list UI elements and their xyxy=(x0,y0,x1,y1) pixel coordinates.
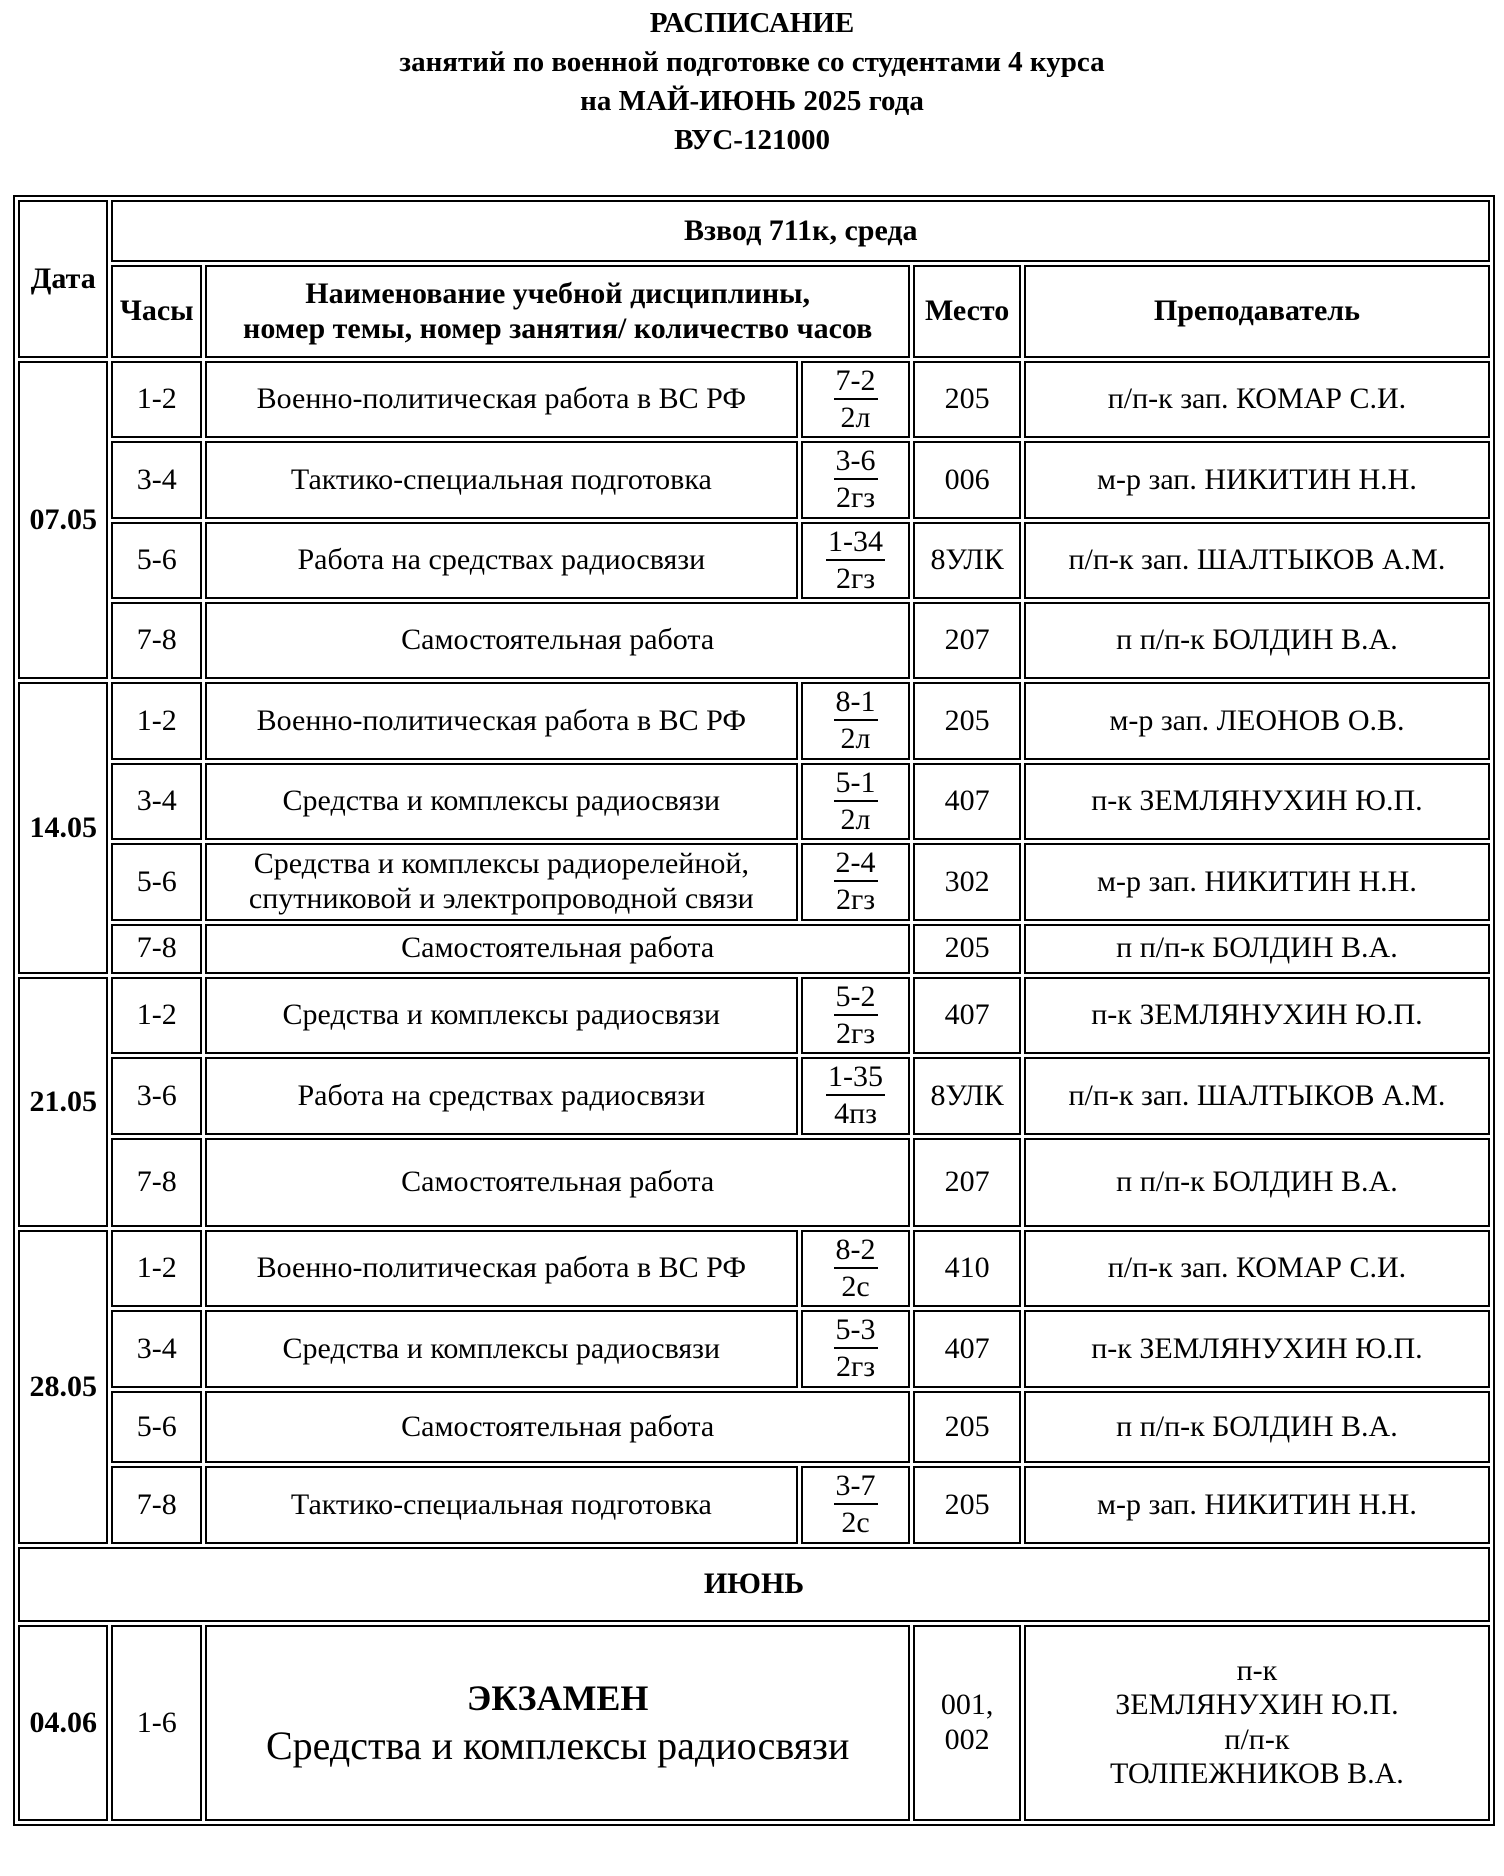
hours-cell: 7-8 xyxy=(111,924,201,974)
discipline-cell: Тактико-специальная подготовка xyxy=(205,1466,798,1543)
month-label: ИЮНЬ xyxy=(18,1547,1490,1622)
discipline-cell: Работа на средствах радиосвязи xyxy=(205,522,798,599)
discipline-line2: спутниковой и электропроводной связи xyxy=(248,881,754,915)
place-cell: 8УЛК xyxy=(913,1057,1020,1134)
topic-hours: 2л xyxy=(840,400,871,434)
exam-title: ЭКЗАМЕН xyxy=(466,1677,649,1718)
table-row xyxy=(18,1466,1490,1543)
place-cell: 207 xyxy=(913,1138,1020,1227)
table-row xyxy=(18,924,1490,974)
doc-code: ВУС-121000 xyxy=(674,124,830,156)
discipline-line1: Средства и комплексы радиорелейной, xyxy=(253,847,749,881)
exam-date: 04.06 xyxy=(18,1625,108,1821)
schedule-table xyxy=(13,195,1495,1826)
place-cell: 8УЛК xyxy=(913,522,1020,599)
topic-cell xyxy=(801,361,911,438)
hours-cell: 3-4 xyxy=(111,441,201,518)
topic-cell xyxy=(801,977,911,1054)
doc-period: на МАЙ-ИЮНЬ 2025 года xyxy=(580,85,924,117)
teacher-cell: п-к ЗЕМЛЯНУХИН Ю.П. xyxy=(1024,1310,1490,1387)
discipline-cell: Военно-политическая работа в ВС РФ xyxy=(205,1230,798,1307)
topic-number: 5-1 xyxy=(834,766,878,802)
discipline-cell: Самостоятельная работа xyxy=(205,1391,910,1463)
exam-teacher-name1: ЗЕМЛЯНУХИН Ю.П. xyxy=(1115,1688,1399,1722)
col-header-discipline xyxy=(205,265,910,357)
date-cell: 14.05 xyxy=(18,682,108,973)
topic-hours: 2гз xyxy=(835,883,876,917)
doc-title: РАСПИСАНИЕ xyxy=(649,7,855,39)
hours-cell: 5-6 xyxy=(111,1391,201,1463)
topic-cell xyxy=(801,1230,911,1307)
topic-number: 3-7 xyxy=(834,1469,878,1505)
topic-hours: 2гз xyxy=(835,481,876,515)
doc-subtitle: занятий по военной подготовке со студентами 4 курса xyxy=(399,46,1105,78)
discipline-cell: Самостоятельная работа xyxy=(205,1138,910,1227)
place-cell: 205 xyxy=(913,682,1020,759)
exam-place-line1: 001, xyxy=(940,1688,994,1722)
group-header: Взвод 711к, среда xyxy=(111,200,1490,262)
teacher-cell: м-р зап. НИКИТИН Н.Н. xyxy=(1024,441,1490,518)
table-row xyxy=(18,1310,1490,1387)
topic-cell xyxy=(801,441,911,518)
teacher-cell: м-р зап. НИКИТИН Н.Н. xyxy=(1024,1466,1490,1543)
hours-cell: 1-2 xyxy=(111,977,201,1054)
topic-hours: 2л xyxy=(840,802,871,836)
topic-hours: 2гз xyxy=(835,561,876,595)
table-row xyxy=(18,522,1490,599)
place-cell: 207 xyxy=(913,602,1020,679)
topic-number: 8-2 xyxy=(834,1233,878,1269)
date-cell: 07.05 xyxy=(18,361,108,680)
exam-teacher-rank2: п/п-к xyxy=(1224,1722,1290,1756)
hours-cell: 5-6 xyxy=(111,843,201,920)
document-header xyxy=(0,4,1504,160)
teacher-cell: п п/п-к БОЛДИН В.А. xyxy=(1024,602,1490,679)
topic-cell xyxy=(801,1057,911,1134)
date-cell: 21.05 xyxy=(18,977,108,1227)
exam-place-line2: 002 xyxy=(944,1722,990,1756)
exam-teacher xyxy=(1024,1625,1490,1821)
table-row xyxy=(18,843,1490,920)
table-row xyxy=(18,1138,1490,1227)
hours-cell: 7-8 xyxy=(111,602,201,679)
place-cell: 205 xyxy=(913,1391,1020,1463)
teacher-cell: п/п-к зап. ШАЛТЫКОВ А.М. xyxy=(1024,1057,1490,1134)
teacher-cell: п п/п-к БОЛДИН В.А. xyxy=(1024,924,1490,974)
place-cell: 205 xyxy=(913,1466,1020,1543)
hours-cell: 7-8 xyxy=(111,1466,201,1543)
place-cell: 006 xyxy=(913,441,1020,518)
topic-number: 7-2 xyxy=(834,364,878,400)
teacher-cell: м-р зап. НИКИТИН Н.Н. xyxy=(1024,843,1490,920)
table-row xyxy=(18,763,1490,840)
topic-hours: 4пз xyxy=(834,1097,877,1131)
topic-hours: 2гз xyxy=(835,1350,876,1384)
place-cell: 407 xyxy=(913,763,1020,840)
discipline-cell: Средства и комплексы радиосвязи xyxy=(205,977,798,1054)
table-row xyxy=(18,1230,1490,1307)
place-cell: 205 xyxy=(913,924,1020,974)
table-row xyxy=(18,441,1490,518)
topic-number: 5-3 xyxy=(834,1313,878,1349)
table-row xyxy=(18,682,1490,759)
discipline-cell: Военно-политическая работа в ВС РФ xyxy=(205,682,798,759)
topic-hours: 2с xyxy=(841,1269,870,1303)
teacher-cell: п-к ЗЕМЛЯНУХИН Ю.П. xyxy=(1024,977,1490,1054)
discipline-cell xyxy=(205,843,798,920)
discipline-cell: Самостоятельная работа xyxy=(205,924,910,974)
topic-cell xyxy=(801,522,911,599)
teacher-cell: п п/п-к БОЛДИН В.А. xyxy=(1024,1391,1490,1463)
topic-number: 5-2 xyxy=(834,980,878,1016)
hours-cell: 5-6 xyxy=(111,522,201,599)
hours-cell: 1-2 xyxy=(111,682,201,759)
teacher-cell: п-к ЗЕМЛЯНУХИН Ю.П. xyxy=(1024,763,1490,840)
teacher-cell: п п/п-к БОЛДИН В.А. xyxy=(1024,1138,1490,1227)
topic-cell xyxy=(801,1310,911,1387)
hours-cell: 3-6 xyxy=(111,1057,201,1134)
hours-cell: 7-8 xyxy=(111,1138,201,1227)
discipline-cell: Средства и комплексы радиосвязи xyxy=(205,1310,798,1387)
hours-cell: 3-4 xyxy=(111,1310,201,1387)
exam-teacher-rank1: п-к xyxy=(1236,1653,1278,1687)
exam-subject: Средства и комплексы радиосвязи xyxy=(265,1723,850,1769)
place-cell: 407 xyxy=(913,1310,1020,1387)
topic-number: 3-6 xyxy=(834,444,878,480)
col-header-hours: Часы xyxy=(111,265,201,357)
table-row xyxy=(18,977,1490,1054)
table-row xyxy=(18,361,1490,438)
teacher-cell: п/п-к зап. КОМАР С.И. xyxy=(1024,361,1490,438)
exam-row xyxy=(18,1625,1490,1821)
topic-cell xyxy=(801,682,911,759)
teacher-cell: п/п-к зап. ШАЛТЫКОВ А.М. xyxy=(1024,522,1490,599)
table-row xyxy=(18,1391,1490,1463)
place-cell: 302 xyxy=(913,843,1020,920)
topic-hours: 2с xyxy=(841,1506,870,1540)
col-header-discipline-line2: номер темы, номер занятия/ количество часов xyxy=(243,311,873,345)
table-row xyxy=(18,602,1490,679)
topic-number: 1-34 xyxy=(826,525,885,561)
col-header-discipline-line1: Наименование учебной дисциплины, xyxy=(305,277,811,311)
col-header-place: Место xyxy=(913,265,1020,357)
hours-cell: 1-2 xyxy=(111,361,201,438)
topic-cell xyxy=(801,763,911,840)
col-header-date: Дата xyxy=(18,200,108,358)
col-header-teacher: Преподаватель xyxy=(1024,265,1490,357)
teacher-cell: м-р зап. ЛЕОНОВ О.В. xyxy=(1024,682,1490,759)
exam-place xyxy=(913,1625,1020,1821)
topic-number: 2-4 xyxy=(834,846,878,882)
discipline-cell: Средства и комплексы радиосвязи xyxy=(205,763,798,840)
exam-hours: 1-6 xyxy=(111,1625,201,1821)
exam-cell xyxy=(205,1625,910,1821)
discipline-cell: Тактико-специальная подготовка xyxy=(205,441,798,518)
place-cell: 205 xyxy=(913,361,1020,438)
topic-number: 1-35 xyxy=(826,1060,885,1096)
date-cell: 28.05 xyxy=(18,1230,108,1544)
discipline-cell: Военно-политическая работа в ВС РФ xyxy=(205,361,798,438)
topic-number: 8-1 xyxy=(834,685,878,721)
teacher-cell: п/п-к зап. КОМАР С.И. xyxy=(1024,1230,1490,1307)
hours-cell: 3-4 xyxy=(111,763,201,840)
topic-cell xyxy=(801,843,911,920)
exam-teacher-name2: ТОЛПЕЖНИКОВ В.А. xyxy=(1110,1757,1404,1791)
topic-hours: 2гз xyxy=(835,1016,876,1050)
hours-cell: 1-2 xyxy=(111,1230,201,1307)
discipline-cell: Работа на средствах радиосвязи xyxy=(205,1057,798,1134)
discipline-cell: Самостоятельная работа xyxy=(205,602,910,679)
place-cell: 410 xyxy=(913,1230,1020,1307)
table-row xyxy=(18,1057,1490,1134)
month-row xyxy=(18,1547,1490,1622)
topic-hours: 2л xyxy=(840,722,871,756)
topic-cell xyxy=(801,1466,911,1543)
place-cell: 407 xyxy=(913,977,1020,1054)
